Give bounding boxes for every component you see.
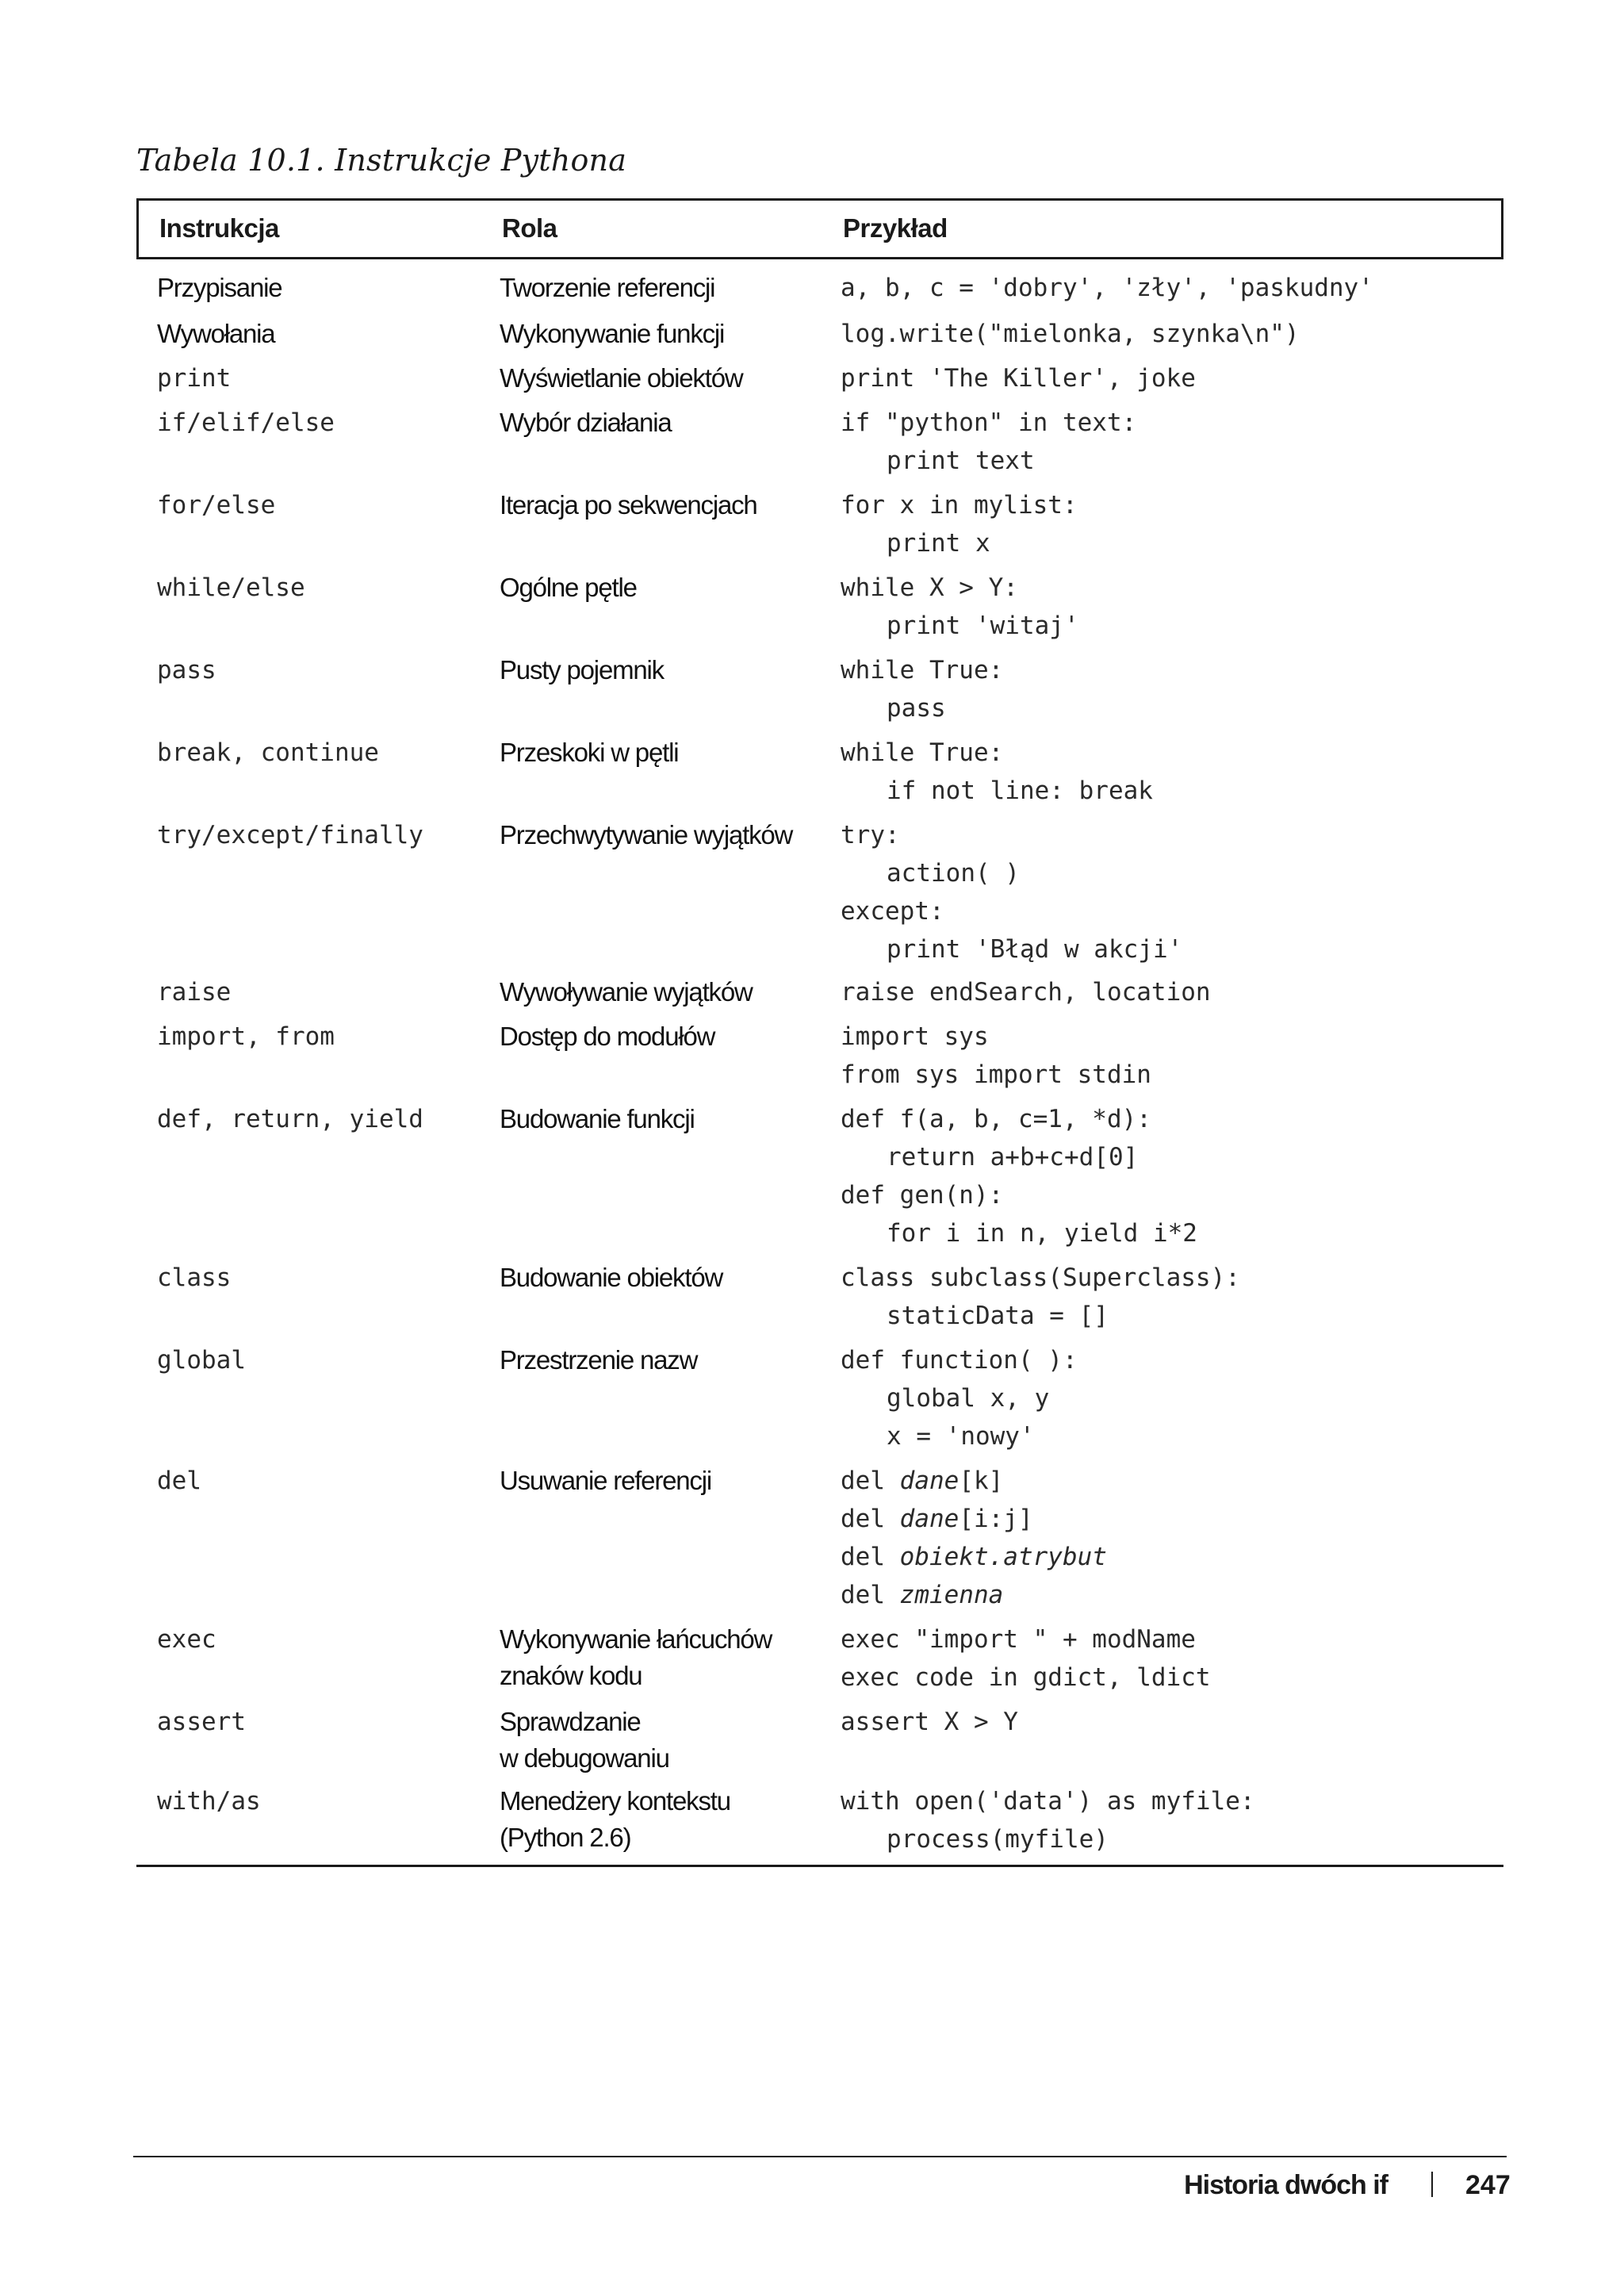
table-row: [136, 734, 1503, 810]
role-cell: [500, 359, 841, 397]
role-cell: [500, 1100, 841, 1252]
role-text: Budowanie obiektów: [500, 1263, 723, 1292]
instruction-cell: [136, 359, 500, 397]
footer-separator: [1431, 2172, 1433, 2197]
example-code-line: class subclass(Superclass):: [841, 1263, 1240, 1292]
example-cell: [841, 1259, 1503, 1335]
instruction-text: global: [157, 1346, 246, 1375]
example-code-line: while True:: [841, 656, 1004, 684]
example-cell: [841, 486, 1503, 562]
role-text: Tworzenie referencji: [500, 273, 715, 302]
header-role: Rola: [502, 213, 557, 243]
instruction-cell: [136, 315, 500, 353]
role-text: Iteracja po sekwencjach: [500, 490, 757, 520]
example-cell: [841, 1782, 1503, 1858]
instruction-cell: [136, 404, 500, 480]
example-code-line: print 'witaj': [887, 612, 1079, 640]
footer-divider: [133, 2156, 1507, 2157]
example-code-line: try:: [841, 821, 900, 849]
instruction-cell: [136, 1341, 500, 1455]
example-code-line: exec "import " + modName: [841, 1625, 1196, 1654]
example-cell: [841, 315, 1503, 353]
instruction-text: if/elif/else: [157, 408, 335, 437]
example-code-line: for i in n, yield i*2: [887, 1219, 1197, 1248]
example-cell: [841, 1703, 1503, 1776]
role-text: Menedżery kontekstu: [500, 1786, 730, 1816]
table-row: [136, 973, 1503, 1011]
example-cell: [841, 734, 1503, 810]
role-cell: [500, 651, 841, 727]
example-code-line: def f(a, b, c=1, *d):: [841, 1105, 1151, 1133]
code-keyword: del: [841, 1543, 900, 1571]
instruction-cell: [136, 973, 500, 1011]
example-code-line: [841, 1538, 1503, 1576]
role-text: (Python 2.6): [500, 1823, 631, 1852]
example-code-line: def gen(n):: [841, 1181, 1004, 1210]
instruction-text: import, from: [157, 1022, 335, 1051]
example-code-line: process(myfile): [887, 1825, 1109, 1854]
code-placeholder: dane: [899, 1467, 959, 1495]
instruction-text: print: [157, 364, 232, 393]
role-cell: [500, 816, 841, 968]
table-row: [136, 1018, 1503, 1094]
role-cell: [500, 1703, 841, 1776]
example-code-line: staticData = []: [887, 1302, 1109, 1330]
code-placeholder: obiekt.atrybut: [899, 1543, 1107, 1571]
instruction-text: pass: [157, 656, 216, 684]
instruction-text: Wywołania: [157, 319, 275, 348]
example-cell: [841, 269, 1503, 307]
role-cell: [500, 269, 841, 307]
example-code-line: print text: [887, 447, 1035, 475]
example-cell: [841, 1341, 1503, 1455]
role-text: Wywoływanie wyjątków: [500, 977, 753, 1007]
instruction-cell: [136, 486, 500, 562]
example-code-line: if "python" in text:: [841, 408, 1137, 437]
example-code-line: action( ): [887, 859, 1020, 888]
role-text: Dostęp do modułów: [500, 1022, 715, 1051]
example-code-line: x = 'nowy': [887, 1422, 1035, 1451]
example-cell: [841, 651, 1503, 727]
role-cell: [500, 569, 841, 645]
instruction-text: raise: [157, 978, 232, 1007]
instruction-text: exec: [157, 1625, 216, 1654]
example-cell: [841, 1462, 1503, 1614]
instruction-cell: [136, 1018, 500, 1094]
example-code-line: except:: [841, 897, 944, 926]
role-text: Wyświetlanie obiektów: [500, 363, 743, 393]
example-code-line: [841, 1500, 1503, 1538]
instruction-cell: [136, 1462, 500, 1614]
instruction-cell: [136, 1100, 500, 1252]
table-row: [136, 1462, 1503, 1614]
instruction-cell: [136, 569, 500, 645]
instruction-cell: [136, 1620, 500, 1697]
code-keyword: del: [841, 1505, 900, 1533]
role-cell: [500, 734, 841, 810]
example-code-line: [841, 1462, 1503, 1500]
instruction-cell: [136, 269, 500, 307]
table-row: [136, 486, 1503, 562]
table-row: [136, 1620, 1503, 1697]
page-number: 247: [1465, 2170, 1511, 2200]
table-row: [136, 269, 1503, 307]
example-code-line: while X > Y:: [841, 573, 1018, 602]
table-row: [136, 651, 1503, 727]
example-cell: [841, 1018, 1503, 1094]
code-keyword: del: [841, 1581, 900, 1609]
instruction-text: class: [157, 1263, 232, 1292]
table-row: [136, 315, 1503, 353]
role-cell: [500, 1341, 841, 1455]
instruction-text: while/else: [157, 573, 305, 602]
example-code-line: for x in mylist:: [841, 491, 1078, 520]
statements-table: [136, 198, 1503, 1867]
role-text: Ogólne pętle: [500, 573, 637, 602]
example-code-line: pass: [887, 694, 946, 723]
table-row: [136, 404, 1503, 480]
role-cell: [500, 973, 841, 1011]
role-text: Budowanie funkcji: [500, 1104, 695, 1133]
role-text: w debugowaniu: [500, 1743, 669, 1773]
instruction-cell: [136, 1782, 500, 1858]
instruction-cell: [136, 734, 500, 810]
role-text: Pusty pojemnik: [500, 655, 664, 684]
example-code-line: log.write("mielonka, szynka\n"): [841, 320, 1300, 348]
instruction-text: with/as: [157, 1787, 261, 1816]
code-keyword: del: [841, 1467, 900, 1495]
example-code-line: print 'The Killer', joke: [841, 364, 1196, 393]
role-cell: [500, 1018, 841, 1094]
role-text: Przechwytywanie wyjątków: [500, 820, 793, 849]
role-text: znaków kodu: [500, 1661, 642, 1690]
role-text: Wykonywanie łańcuchów: [500, 1624, 772, 1654]
header-example: Przykład: [843, 213, 948, 243]
example-code-line: exec code in gdict, ldict: [841, 1663, 1211, 1692]
instruction-cell: [136, 651, 500, 727]
role-text: Wybór działania: [500, 408, 672, 437]
instruction-cell: [136, 816, 500, 968]
example-code-line: global x, y: [887, 1384, 1050, 1413]
example-cell: [841, 1620, 1503, 1697]
table-row: [136, 359, 1503, 397]
example-code-line: def function( ):: [841, 1346, 1078, 1375]
role-cell: [500, 1620, 841, 1697]
role-text: Przestrzenie nazw: [500, 1345, 698, 1375]
example-cell: [841, 1100, 1503, 1252]
role-cell: [500, 404, 841, 480]
table-row: [136, 1100, 1503, 1252]
example-cell: [841, 404, 1503, 480]
instruction-text: Przypisanie: [157, 273, 282, 302]
example-cell: [841, 359, 1503, 397]
instruction-cell: [136, 1703, 500, 1776]
table-caption: Tabela 10.1. Instrukcje Pythona: [136, 143, 627, 178]
instruction-text: for/else: [157, 491, 276, 520]
example-code-line: return a+b+c+d[0]: [887, 1143, 1139, 1171]
table-body: [136, 269, 1503, 1865]
example-code-line: assert X > Y: [841, 1708, 1018, 1736]
instruction-text: try/except/finally: [157, 821, 423, 849]
example-code-line: while True:: [841, 738, 1004, 767]
example-code-line: if not line: break: [887, 776, 1153, 805]
example-code-line: raise endSearch, location: [841, 978, 1211, 1007]
role-text: Przeskoki w pętli: [500, 738, 679, 767]
example-code-line: print 'Błąd w akcji': [887, 935, 1183, 964]
role-cell: [500, 1259, 841, 1335]
instruction-cell: [136, 1259, 500, 1335]
table-row: [136, 1782, 1503, 1858]
role-cell: [500, 1462, 841, 1614]
role-text: Usuwanie referencji: [500, 1466, 711, 1495]
example-code-line: a, b, c = 'dobry', 'zły', 'paskudny': [841, 274, 1373, 302]
running-footer-title: Historia dwóch if: [1184, 2170, 1388, 2200]
example-code-line: print x: [887, 529, 990, 558]
instruction-text: assert: [157, 1708, 246, 1736]
example-cell: [841, 973, 1503, 1011]
code-placeholder: dane: [899, 1505, 959, 1533]
instruction-text: break, continue: [157, 738, 379, 767]
table-row: [136, 569, 1503, 645]
table-row: [136, 816, 1503, 968]
instruction-text: del: [157, 1467, 201, 1495]
instruction-text: def, return, yield: [157, 1105, 423, 1133]
example-code-line: import sys: [841, 1022, 989, 1051]
example-cell: [841, 816, 1503, 968]
code-placeholder: zmienna: [899, 1581, 1004, 1609]
example-cell: [841, 569, 1503, 645]
role-cell: [500, 315, 841, 353]
table-row: [136, 1703, 1503, 1776]
table-header: [136, 201, 1503, 259]
table-row: [136, 1341, 1503, 1455]
code-suffix: [i:j]: [959, 1505, 1033, 1533]
example-code-line: with open('data') as myfile:: [841, 1787, 1255, 1816]
code-suffix: [k]: [959, 1467, 1004, 1495]
table-row: [136, 1259, 1503, 1335]
header-instruction: Instrukcja: [159, 213, 279, 243]
role-text: Wykonywanie funkcji: [500, 319, 725, 348]
role-cell: [500, 1782, 841, 1858]
role-text: Sprawdzanie: [500, 1707, 641, 1736]
example-code-line: from sys import stdin: [841, 1060, 1151, 1089]
role-cell: [500, 486, 841, 562]
example-code-line: [841, 1576, 1503, 1614]
